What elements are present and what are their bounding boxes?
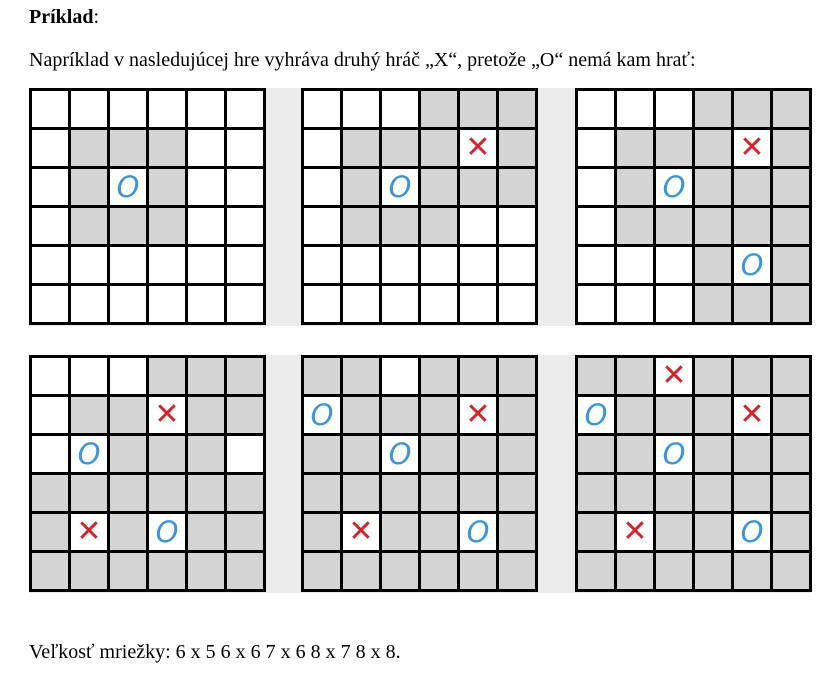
blocked-cell — [460, 553, 496, 589]
empty-cell — [32, 169, 68, 205]
board-2 — [301, 88, 538, 325]
blocked-cell — [578, 553, 614, 589]
empty-cell — [421, 286, 457, 322]
blocked-cell — [421, 208, 457, 244]
blocked-cell — [499, 397, 535, 433]
blocked-cell — [343, 436, 379, 472]
blocked-cell — [617, 130, 653, 166]
empty-cell — [460, 286, 496, 322]
blocked-cell — [499, 130, 535, 166]
empty-cell — [382, 358, 418, 394]
empty-cell — [32, 397, 68, 433]
blocked-cell — [188, 436, 224, 472]
blocked-cell — [227, 514, 263, 550]
empty-cell — [110, 91, 146, 127]
empty-cell — [32, 286, 68, 322]
circle-mark-icon: O — [656, 169, 692, 205]
board-3 — [575, 88, 812, 325]
blocked-cell — [617, 436, 653, 472]
blocked-cell — [578, 475, 614, 511]
blocked-cell — [32, 475, 68, 511]
blocked-cell — [149, 130, 185, 166]
blocked-cell — [773, 514, 809, 550]
circle-mark-icon: O — [578, 397, 614, 433]
blocked-cell — [695, 553, 731, 589]
blocked-cell — [227, 397, 263, 433]
empty-cell — [110, 286, 146, 322]
blocked-cell — [695, 397, 731, 433]
blocked-cell — [71, 553, 107, 589]
blocked-cell — [695, 514, 731, 550]
empty-cell — [188, 286, 224, 322]
circle-mark-icon: O — [382, 169, 418, 205]
blocked-cell — [304, 358, 340, 394]
blocked-cell — [695, 130, 731, 166]
blocked-cell — [773, 286, 809, 322]
empty-cell — [149, 286, 185, 322]
blocked-cell — [460, 91, 496, 127]
cross-mark-icon: ✕ — [734, 397, 770, 433]
empty-cell — [32, 358, 68, 394]
blocked-cell — [343, 208, 379, 244]
blocked-cell — [32, 514, 68, 550]
blocked-cell — [149, 208, 185, 244]
blocked-cell — [110, 397, 146, 433]
blocked-cell — [734, 553, 770, 589]
empty-cell — [304, 247, 340, 283]
blocked-cell — [71, 475, 107, 511]
blocked-cell — [499, 169, 535, 205]
blocked-cell — [695, 475, 731, 511]
circle-mark-icon: O — [734, 514, 770, 550]
empty-cell — [656, 247, 692, 283]
blocked-cell — [695, 286, 731, 322]
blocked-cell — [188, 358, 224, 394]
blocked-cell — [695, 358, 731, 394]
empty-cell — [617, 247, 653, 283]
blocked-cell — [421, 397, 457, 433]
empty-cell — [227, 286, 263, 322]
empty-cell — [617, 91, 653, 127]
blocked-cell — [695, 436, 731, 472]
blocked-cell — [382, 208, 418, 244]
empty-cell — [227, 91, 263, 127]
empty-cell — [32, 247, 68, 283]
blocked-cell — [499, 358, 535, 394]
example-heading-colon: : — [93, 6, 100, 28]
empty-cell — [304, 169, 340, 205]
blocked-cell — [734, 91, 770, 127]
blocked-cell — [656, 208, 692, 244]
blocked-cell — [382, 130, 418, 166]
blocked-cell — [460, 358, 496, 394]
empty-cell — [32, 91, 68, 127]
blocked-cell — [773, 247, 809, 283]
blocked-cell — [499, 514, 535, 550]
circle-mark-icon: O — [460, 514, 496, 550]
blocked-cell — [773, 553, 809, 589]
empty-cell — [227, 169, 263, 205]
blocked-cell — [421, 169, 457, 205]
empty-cell — [343, 286, 379, 322]
blocked-cell — [188, 397, 224, 433]
blocked-cell — [421, 436, 457, 472]
cross-mark-icon: ✕ — [71, 514, 107, 550]
blocked-cell — [304, 436, 340, 472]
blocked-cell — [734, 169, 770, 205]
empty-cell — [460, 208, 496, 244]
cross-mark-icon: ✕ — [343, 514, 379, 550]
blocked-cell — [773, 91, 809, 127]
blocked-cell — [734, 358, 770, 394]
blocked-cell — [110, 475, 146, 511]
blocked-cell — [734, 436, 770, 472]
board-6 — [575, 355, 812, 592]
cross-mark-icon: ✕ — [149, 397, 185, 433]
blocked-cell — [695, 91, 731, 127]
blocked-cell — [499, 553, 535, 589]
blocked-cell — [71, 208, 107, 244]
circle-mark-icon: O — [382, 436, 418, 472]
blocked-cell — [656, 397, 692, 433]
blocked-cell — [227, 475, 263, 511]
blocked-cell — [382, 475, 418, 511]
blocked-cell — [695, 208, 731, 244]
blocked-cell — [421, 553, 457, 589]
empty-cell — [382, 91, 418, 127]
empty-cell — [188, 208, 224, 244]
blocked-cell — [149, 169, 185, 205]
blocked-cell — [343, 169, 379, 205]
board-5 — [301, 355, 538, 592]
blocked-cell — [149, 436, 185, 472]
blocked-cell — [188, 553, 224, 589]
blocked-cell — [382, 514, 418, 550]
blocked-cell — [773, 436, 809, 472]
blocked-cell — [773, 208, 809, 244]
empty-cell — [71, 91, 107, 127]
blocked-cell — [71, 169, 107, 205]
blocked-cell — [617, 397, 653, 433]
blocked-cell — [460, 169, 496, 205]
blocked-cell — [656, 130, 692, 166]
blocked-cell — [421, 514, 457, 550]
empty-cell — [188, 130, 224, 166]
circle-mark-icon: O — [734, 247, 770, 283]
blocked-cell — [149, 358, 185, 394]
blocked-cell — [421, 130, 457, 166]
empty-cell — [656, 91, 692, 127]
blocked-cell — [578, 358, 614, 394]
blocked-cell — [695, 247, 731, 283]
blocked-cell — [460, 436, 496, 472]
empty-cell — [578, 91, 614, 127]
cross-mark-icon: ✕ — [460, 397, 496, 433]
empty-cell — [304, 286, 340, 322]
cross-mark-icon: ✕ — [617, 514, 653, 550]
blocked-cell — [617, 358, 653, 394]
empty-cell — [227, 436, 263, 472]
empty-cell — [32, 208, 68, 244]
blocked-cell — [499, 475, 535, 511]
blocked-cell — [71, 397, 107, 433]
blocked-cell — [773, 358, 809, 394]
blocked-cell — [343, 475, 379, 511]
blocked-cell — [617, 208, 653, 244]
empty-cell — [32, 436, 68, 472]
empty-cell — [343, 247, 379, 283]
blocked-cell — [382, 553, 418, 589]
blocked-cell — [188, 514, 224, 550]
circle-mark-icon: O — [304, 397, 340, 433]
empty-cell — [499, 286, 535, 322]
blocked-cell — [227, 358, 263, 394]
blocked-cell — [304, 475, 340, 511]
blocked-cell — [343, 397, 379, 433]
empty-cell — [460, 247, 496, 283]
intro-text: Napríklad v nasledujúcej hre vyhráva druhý hráč „X“, pretože „O“ nemá kam hrať: — [29, 49, 696, 71]
blocked-cell — [343, 553, 379, 589]
blocked-cell — [110, 514, 146, 550]
empty-cell — [71, 358, 107, 394]
blocked-cell — [499, 436, 535, 472]
blocked-cell — [421, 358, 457, 394]
blocked-cell — [460, 475, 496, 511]
blocked-cell — [499, 91, 535, 127]
blocked-cell — [578, 514, 614, 550]
blocked-cell — [734, 208, 770, 244]
blocked-cell — [149, 475, 185, 511]
blocked-cell — [304, 553, 340, 589]
cross-mark-icon: ✕ — [656, 358, 692, 394]
blocked-cell — [149, 553, 185, 589]
empty-cell — [304, 130, 340, 166]
blocked-cell — [656, 553, 692, 589]
blocked-cell — [656, 475, 692, 511]
blocked-cell — [773, 169, 809, 205]
empty-cell — [71, 286, 107, 322]
blocked-cell — [773, 130, 809, 166]
empty-cell — [656, 286, 692, 322]
blocked-cell — [734, 286, 770, 322]
empty-cell — [188, 247, 224, 283]
empty-cell — [578, 208, 614, 244]
empty-cell — [227, 130, 263, 166]
blocked-cell — [110, 208, 146, 244]
empty-cell — [110, 358, 146, 394]
empty-cell — [149, 91, 185, 127]
blocked-cell — [227, 553, 263, 589]
empty-cell — [304, 91, 340, 127]
empty-cell — [382, 247, 418, 283]
blocked-cell — [773, 475, 809, 511]
blocked-cell — [343, 358, 379, 394]
empty-cell — [578, 286, 614, 322]
blocked-cell — [343, 130, 379, 166]
example-heading-label: Príklad — [29, 6, 94, 28]
empty-cell — [149, 247, 185, 283]
empty-cell — [499, 208, 535, 244]
empty-cell — [32, 130, 68, 166]
cross-mark-icon: ✕ — [734, 130, 770, 166]
circle-mark-icon: O — [149, 514, 185, 550]
blocked-cell — [110, 130, 146, 166]
blocked-cell — [734, 475, 770, 511]
empty-cell — [499, 247, 535, 283]
blocked-cell — [304, 514, 340, 550]
blocked-cell — [578, 436, 614, 472]
empty-cell — [421, 247, 457, 283]
empty-cell — [188, 169, 224, 205]
blocked-cell — [617, 169, 653, 205]
blocked-cell — [773, 397, 809, 433]
grid-size-text: Veľkosť mriežky: 6 x 5 6 x 6 7 x 6 8 x 7 8 x 8. — [29, 641, 401, 663]
circle-mark-icon: O — [110, 169, 146, 205]
blocked-cell — [188, 475, 224, 511]
empty-cell — [578, 169, 614, 205]
blocked-cell — [110, 553, 146, 589]
empty-cell — [188, 91, 224, 127]
cross-mark-icon: ✕ — [460, 130, 496, 166]
circle-mark-icon: O — [71, 436, 107, 472]
blocked-cell — [110, 436, 146, 472]
blocked-cell — [32, 553, 68, 589]
blocked-cell — [421, 91, 457, 127]
blocked-cell — [617, 475, 653, 511]
circle-mark-icon: O — [656, 436, 692, 472]
board-1 — [29, 88, 266, 325]
empty-cell — [382, 286, 418, 322]
empty-cell — [227, 247, 263, 283]
blocked-cell — [695, 169, 731, 205]
blocked-cell — [71, 130, 107, 166]
empty-cell — [578, 247, 614, 283]
board-4 — [29, 355, 266, 592]
empty-cell — [343, 91, 379, 127]
empty-cell — [304, 208, 340, 244]
blocked-cell — [421, 475, 457, 511]
empty-cell — [227, 208, 263, 244]
example-heading — [29, 6, 99, 29]
blocked-cell — [617, 553, 653, 589]
empty-cell — [617, 286, 653, 322]
empty-cell — [71, 247, 107, 283]
blocked-cell — [656, 514, 692, 550]
empty-cell — [578, 130, 614, 166]
empty-cell — [110, 247, 146, 283]
blocked-cell — [382, 397, 418, 433]
